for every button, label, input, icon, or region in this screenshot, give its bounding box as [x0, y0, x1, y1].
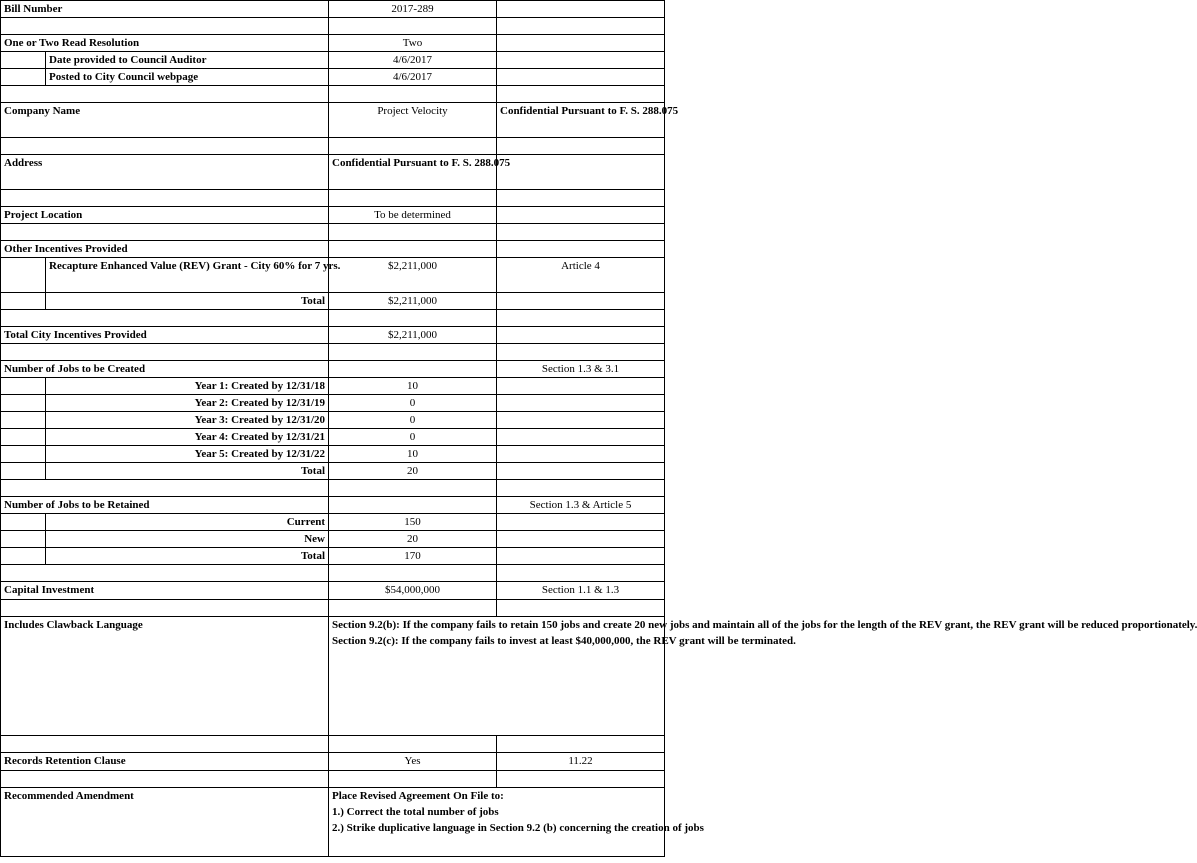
year-5-label: Year 5: Created by 12/31/22 [46, 446, 329, 463]
row-retained-new [1, 531, 665, 548]
amendment-line-2: 1.) Correct the total number of jobs [332, 806, 499, 818]
spacer-row [1, 310, 665, 327]
records-value: Yes [329, 753, 497, 771]
row-jobs-retained [1, 497, 665, 514]
retained-new-label: New [46, 531, 329, 548]
year-3-value: 0 [329, 412, 497, 429]
row-amendment [1, 788, 665, 857]
other-incentives-label: Other Incentives Provided [1, 241, 329, 258]
records-ref: 11.22 [497, 753, 665, 771]
row-date-posted [1, 69, 665, 86]
amendment-text [329, 788, 704, 857]
resolution-label: One or Two Read Resolution [1, 35, 329, 52]
rev-grant-value: $2,211,000 [329, 258, 497, 293]
amendment-line-3: 2.) Strike duplicative language in Section 9.2 (b) concerning the creation of jobs [332, 822, 704, 834]
row-year-1 [1, 378, 665, 395]
retained-current-label: Current [46, 514, 329, 531]
row-rev-grant [1, 258, 665, 293]
row-retained-current [1, 514, 665, 531]
rev-grant-label: Recapture Enhanced Value (REV) Grant - City 60% for 7 yrs. [46, 258, 329, 293]
resolution-value: Two [329, 35, 497, 52]
row-capital [1, 582, 665, 600]
spacer-row [1, 138, 665, 155]
other-incentives-total-value: $2,211,000 [329, 293, 497, 310]
date-auditor-value: 4/6/2017 [329, 52, 497, 69]
row-other-incentives-total [1, 293, 665, 310]
spacer-row [1, 771, 665, 788]
year-2-label: Year 2: Created by 12/31/19 [46, 395, 329, 412]
location-label: Project Location [1, 207, 329, 224]
spacer-row [1, 224, 665, 241]
company-confidential-note: Confidential Pursuant to F. S. 288.075 [497, 103, 665, 138]
address-value: Confidential Pursuant to F. S. 288.075 [329, 155, 497, 190]
year-2-value: 0 [329, 395, 497, 412]
retained-total-value: 170 [329, 548, 497, 565]
row-other-incentives [1, 241, 665, 258]
year-3-label: Year 3: Created by 12/31/20 [46, 412, 329, 429]
empty-cell [497, 1, 665, 18]
row-retained-total [1, 548, 665, 565]
amendment-line-1: Place Revised Agreement On File to: [332, 790, 504, 802]
spacer-row [1, 600, 665, 617]
date-posted-label: Posted to City Council webpage [46, 69, 329, 86]
row-company [1, 103, 665, 138]
total-city-value: $2,211,000 [329, 327, 497, 344]
bill-number-value: 2017-289 [329, 1, 497, 18]
jobs-retained-label: Number of Jobs to be Retained [1, 497, 329, 514]
year-5-value: 10 [329, 446, 497, 463]
clawback-label: Includes Clawback Language [1, 617, 329, 736]
row-year-2 [1, 395, 665, 412]
bill-number-label: Bill Number [1, 1, 329, 18]
retained-new-value: 20 [329, 531, 497, 548]
row-location [1, 207, 665, 224]
spacer-row [1, 18, 665, 35]
retained-current-value: 150 [329, 514, 497, 531]
row-year-3 [1, 412, 665, 429]
date-auditor-label: Date provided to Council Auditor [46, 52, 329, 69]
date-posted-value: 4/6/2017 [329, 69, 497, 86]
jobs-created-ref: Section 1.3 & 3.1 [497, 361, 665, 378]
row-date-auditor [1, 52, 665, 69]
row-total-city [1, 327, 665, 344]
row-clawback [1, 617, 665, 736]
capital-label: Capital Investment [1, 582, 329, 600]
address-label: Address [1, 155, 329, 190]
rev-grant-ref: Article 4 [497, 258, 665, 293]
year-1-value: 10 [329, 378, 497, 395]
row-year-4 [1, 429, 665, 446]
spacer-row [1, 736, 665, 753]
row-records [1, 753, 665, 771]
year-4-value: 0 [329, 429, 497, 446]
jobs-created-total-value: 20 [329, 463, 497, 480]
row-address [1, 155, 665, 190]
row-year-5 [1, 446, 665, 463]
clawback-para-1: Section 9.2(b): If the company fails to retain 150 jobs and create 20 new jobs and maintain all of the jobs for the length of the REV grant, the REV grant will be reduced proportionately. [332, 619, 1197, 631]
year-1-label: Year 1: Created by 12/31/18 [46, 378, 329, 395]
other-incentives-total-label: Total [46, 293, 329, 310]
row-bill-number [1, 1, 665, 18]
spacer-row [1, 344, 665, 361]
jobs-created-label: Number of Jobs to be Created [1, 361, 329, 378]
spacer-row [1, 565, 665, 582]
jobs-retained-ref: Section 1.3 & Article 5 [497, 497, 665, 514]
company-value: Project Velocity [329, 103, 497, 138]
clawback-para-2: Section 9.2(c): If the company fails to invest at least $40,000,000, the REV grant will be terminated. [332, 635, 796, 647]
year-4-label: Year 4: Created by 12/31/21 [46, 429, 329, 446]
row-resolution [1, 35, 665, 52]
jobs-created-total-label: Total [46, 463, 329, 480]
retained-total-label: Total [46, 548, 329, 565]
capital-ref: Section 1.1 & 1.3 [497, 582, 665, 600]
capital-value: $54,000,000 [329, 582, 497, 600]
company-label: Company Name [1, 103, 329, 138]
spacer-row [1, 190, 665, 207]
clawback-text [329, 617, 1197, 736]
row-jobs-created-total [1, 463, 665, 480]
location-value: To be determined [329, 207, 497, 224]
spacer-row [1, 480, 665, 497]
records-label: Records Retention Clause [1, 753, 329, 771]
total-city-label: Total City Incentives Provided [1, 327, 329, 344]
spacer-row [1, 86, 665, 103]
row-jobs-created [1, 361, 665, 378]
amendment-label: Recommended Amendment [1, 788, 329, 857]
